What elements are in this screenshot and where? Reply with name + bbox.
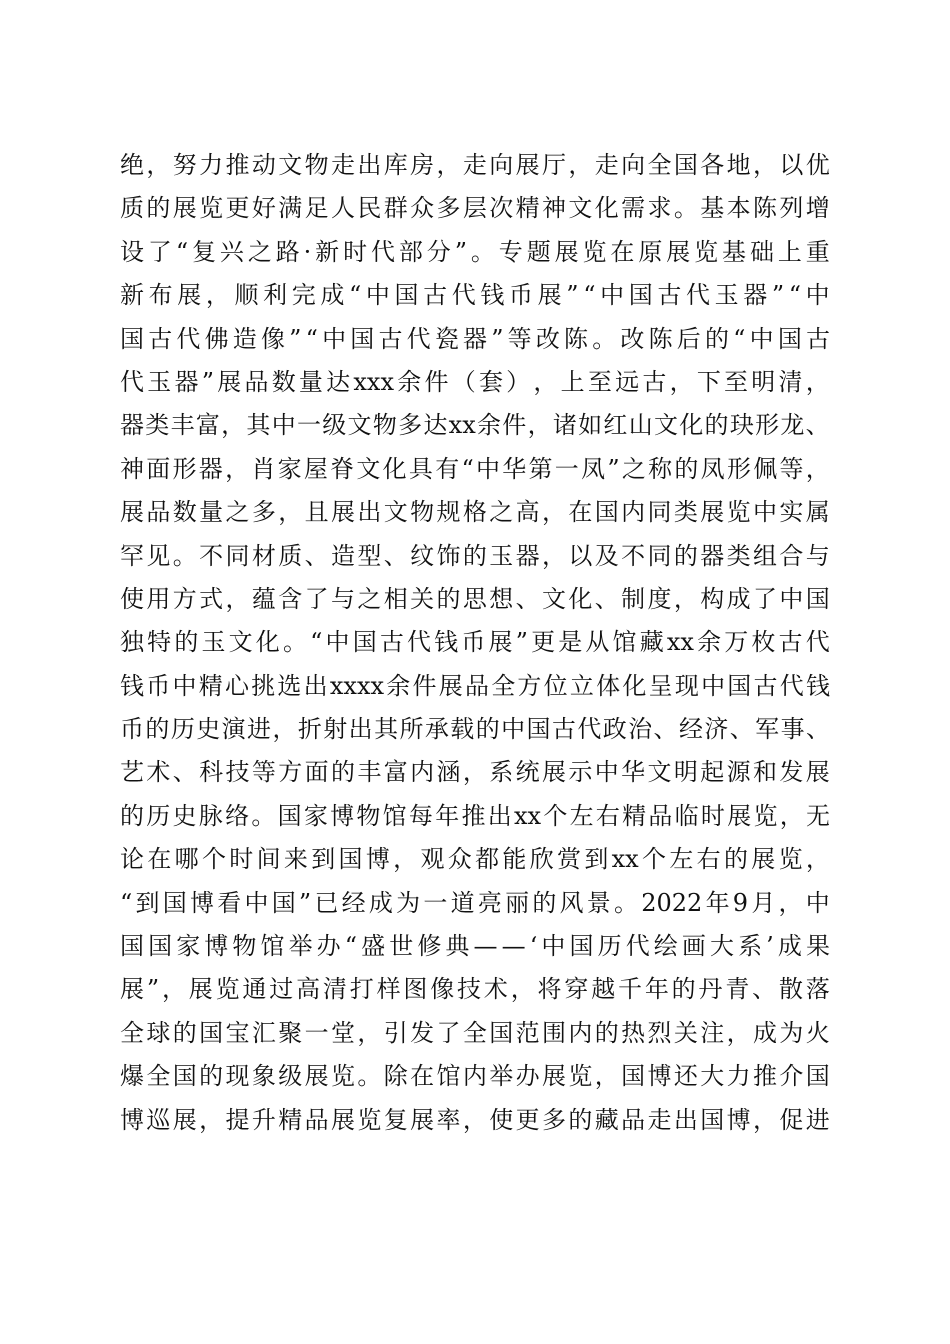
text-line: 绝 ， 努 力 推 动 文 物 走 出 库 房 ， 走 向 展 厅 ， 走 向 全 国 各 地 ， 以 优 [120, 151, 830, 179]
text-line: 爆 全 国 的 现 象 级 展 览 。 除 在 馆 内 举 办 展 览 ， 国 博 还 大 力 推 介 国 [120, 1062, 830, 1091]
text-line: 币 的 历 史 演 进 ， 折 射 出 其 所 承 载 的 中 国 古 代 政 治 、 经 济 、 军 事 、 [120, 715, 830, 744]
text-line: 全 球 的 国 宝 汇 聚 一 堂 ， 引 发 了 全 国 范 围 内 的 热 烈 关 注 ， 成 为 火 [120, 1018, 830, 1047]
text-line: 论 在 哪 个 时 间 来 到 国 博 ， 观 众 都 能 欣 赏 到 xx 个 左 右 的 展 览 ， [120, 845, 830, 874]
text-line: 艺 术 、 科 技 等 方 面 的 丰 富 内 涵 ， 系 统 展 示 中 华 文 明 起 源 和 发 展 [120, 758, 830, 787]
text-line: 质 的 展 览 更 好 满 足 人 民 群 众 多 层 次 精 神 文 化 需 求 。 基 本 陈 列 增 [120, 194, 830, 223]
body-paragraph [120, 144, 830, 1142]
text-line: 罕 见 。 不 同 材 质 、 造 型 、 纹 饰 的 玉 器 ， 以 及 不 同 的 器 类 组 合 与 [120, 541, 830, 570]
text-line: 国 国 家 博 物 馆 举 办 “ 盛 世 修 典 — — ‘ 中 国 历 代 绘 画 大 系 ’ 成 果 [120, 932, 830, 961]
text-line: 独 特 的 玉 文 化 。 “ 中 国 古 代 钱 币 展 ” 更 是 从 馆 藏 xx 余 万 枚 古 代 [120, 628, 830, 657]
text-line: 展 品 数 量 之 多 ， 且 展 出 文 物 规 格 之 高 ， 在 国 内 同 类 展 览 中 实 属 [120, 498, 830, 527]
text-line: 展 ” ， 展 览 通 过 高 清 打 样 图 像 技 术 ， 将 穿 越 千 年 的 丹 青 、 散 落 [120, 975, 830, 1004]
text-line: 的 历 史 脉 络 。 国 家 博 物 馆 每 年 推 出 xx 个 左 右 精 品 临 时 展 览 ， 无 [120, 801, 830, 830]
text-line: “ 到 国 博 看 中 国 ” 已 经 成 为 一 道 亮 丽 的 风 景 。 2022 年 9 月 ， 中 [120, 888, 830, 917]
text-line: 使 用 方 式 ， 蕴 含 了 与 之 相 关 的 思 想 、 文 化 、 制 度 ， 构 成 了 中 国 [120, 584, 830, 613]
text-line: 国 古 代 佛 造 像 ” “ 中 国 古 代 瓷 器 ” 等 改 陈 。 改 陈 后 的 “ 中 国 古 [120, 324, 830, 353]
text-line: 钱 币 中 精 心 挑 选 出 xxxx 余 件 展 品 全 方 位 立 体 化 呈 现 中 国 古 代 钱 [120, 671, 830, 700]
text-line: 设 了 “ 复 兴 之 路 · 新 时 代 部 分 ” 。 专 题 展 览 在 原 展 览 基 础 上 重 [120, 237, 830, 266]
text-line: 博 巡 展 ， 提 升 精 品 展 览 复 展 率 ， 使 更 多 的 藏 品 走 出 国 博 ， 促 进 [120, 1105, 830, 1134]
text-line: 代 玉 器 ” 展 品 数 量 达 xxx 余 件 （ 套 ） ， 上 至 远 古 ， 下 至 明 清 ， [120, 367, 830, 396]
text-line: 新 布 展 ， 顺 利 完 成 “ 中 国 古 代 钱 币 展 ” “ 中 国 古 代 玉 器 ” “ 中 [120, 281, 830, 310]
text-line: 神 面 形 器 ， 肖 家 屋 脊 文 化 具 有 “ 中 华 第 一 凤 ” 之 称 的 凤 形 佩 等 ， [120, 454, 830, 483]
text-line: 器 类 丰 富 ， 其 中 一 级 文 物 多 达 xx 余 件 ， 诸 如 红 山 文 化 的 玦 形 龙 、 [120, 411, 830, 440]
